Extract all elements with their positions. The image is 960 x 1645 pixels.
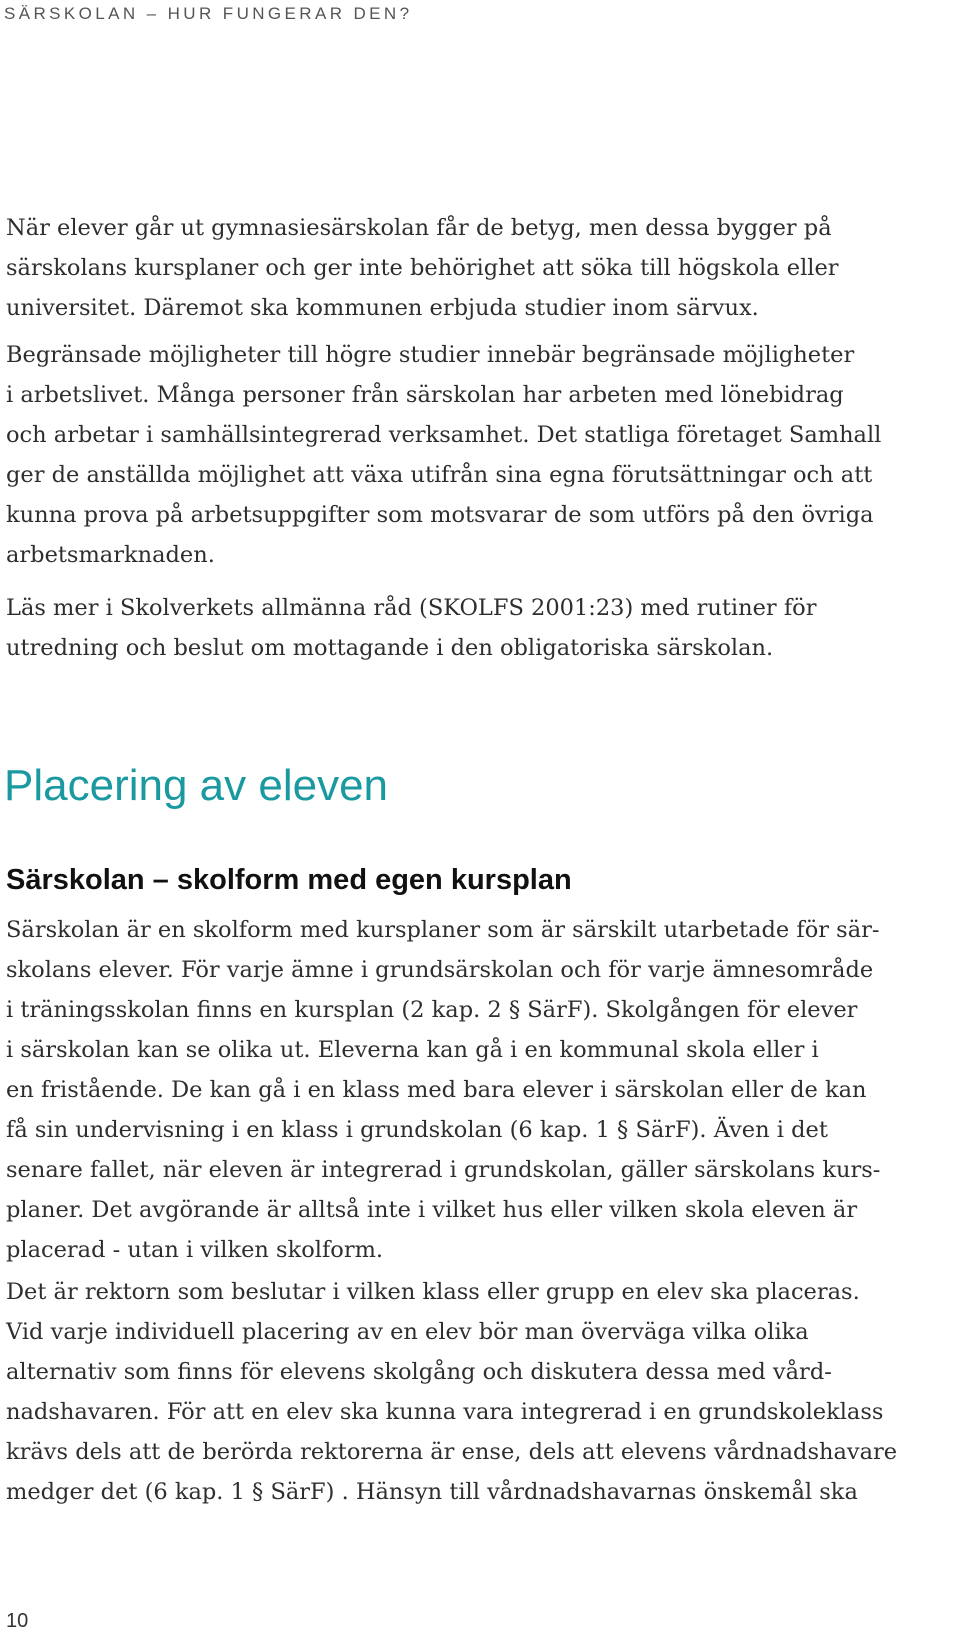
text-line: arbetsmarknaden.: [6, 542, 215, 568]
text-line: När elever går ut gymnasiesärskolan får de betyg, men dessa bygger på: [6, 215, 832, 241]
text-line: kunna prova på arbetsuppgifter som motsvarar de som utförs på den övriga: [6, 502, 874, 528]
text-line: senare fallet, när eleven är integrerad i grundskolan, gäller särskolans kurs-: [6, 1157, 881, 1183]
text-line: en fristående. De kan gå i en klass med bara elever i särskolan eller de kan: [6, 1077, 867, 1103]
intro-paragraph-1: [6, 208, 946, 328]
text-line: ger de anställda möjlighet att växa utifrån sina egna förutsättningar och att: [6, 462, 873, 488]
text-line: i särskolan kan se olika ut. Eleverna kan gå i en kommunal skola eller i: [6, 1037, 819, 1063]
text-line: utredning och beslut om mottagande i den obligatoriska särskolan.: [6, 635, 774, 661]
section-subheading: Särskolan – skolform med egen kursplan: [6, 864, 572, 896]
text-line: Begränsade möjligheter till högre studier innebär begränsade möjligheter: [6, 342, 855, 368]
text-line: Vid varje individuell placering av en elev bör man överväga vilka olika: [6, 1319, 809, 1345]
text-line: i arbetslivet. Många personer från särskolan har arbeten med lönebidrag: [6, 382, 844, 408]
page-number: 10: [6, 1610, 29, 1632]
section-paragraph-2: [6, 1272, 946, 1512]
text-line: Särskolan är en skolform med kursplaner som är särskilt utarbetade för sär-: [6, 917, 880, 943]
text-line: skolans elever. För varje ämne i grundsärskolan och för varje ämnesområde: [6, 957, 874, 983]
intro-paragraph-2: [6, 335, 946, 575]
section-heading: Placering av eleven: [4, 761, 389, 810]
text-line: Det är rektorn som beslutar i vilken klass eller grupp en elev ska placeras.: [6, 1279, 860, 1305]
section-paragraph-1: [6, 910, 946, 1270]
text-line: alternativ som finns för elevens skolgång och diskutera dessa med vård-: [6, 1359, 832, 1385]
text-line: särskolans kursplaner och ger inte behörighet att söka till högskola eller: [6, 255, 839, 281]
text-line: universitet. Däremot ska kommunen erbjuda studier inom särvux.: [6, 295, 759, 321]
text-line: planer. Det avgörande är alltså inte i vilket hus eller vilken skola eleven är: [6, 1197, 858, 1223]
text-line: i träningsskolan finns en kursplan (2 kap. 2 § SärF). Skolgången för elever: [6, 997, 858, 1023]
text-line: och arbetar i samhällsintegrerad verksamhet. Det statliga företaget Samhall: [6, 422, 882, 448]
text-line: krävs dels att de berörda rektorerna är ense, dels att elevens vårdnadshavare: [6, 1439, 898, 1465]
intro-paragraph-3: [6, 588, 946, 668]
text-line: placerad - utan i vilken skolform.: [6, 1237, 384, 1263]
text-line: medger det (6 kap. 1 § SärF) . Hänsyn till vårdnadshavarnas önskemål ska: [6, 1479, 858, 1505]
text-line: nadshavaren. För att en elev ska kunna vara integrerad i en grundskoleklass: [6, 1399, 884, 1425]
text-line: få sin undervisning i en klass i grundskolan (6 kap. 1 § SärF). Även i det: [6, 1117, 828, 1143]
running-header: SÄRSKOLAN – HUR FUNGERAR DEN?: [4, 4, 413, 23]
text-line: Läs mer i Skolverkets allmänna råd (SKOLFS 2001:23) med rutiner för: [6, 595, 817, 621]
